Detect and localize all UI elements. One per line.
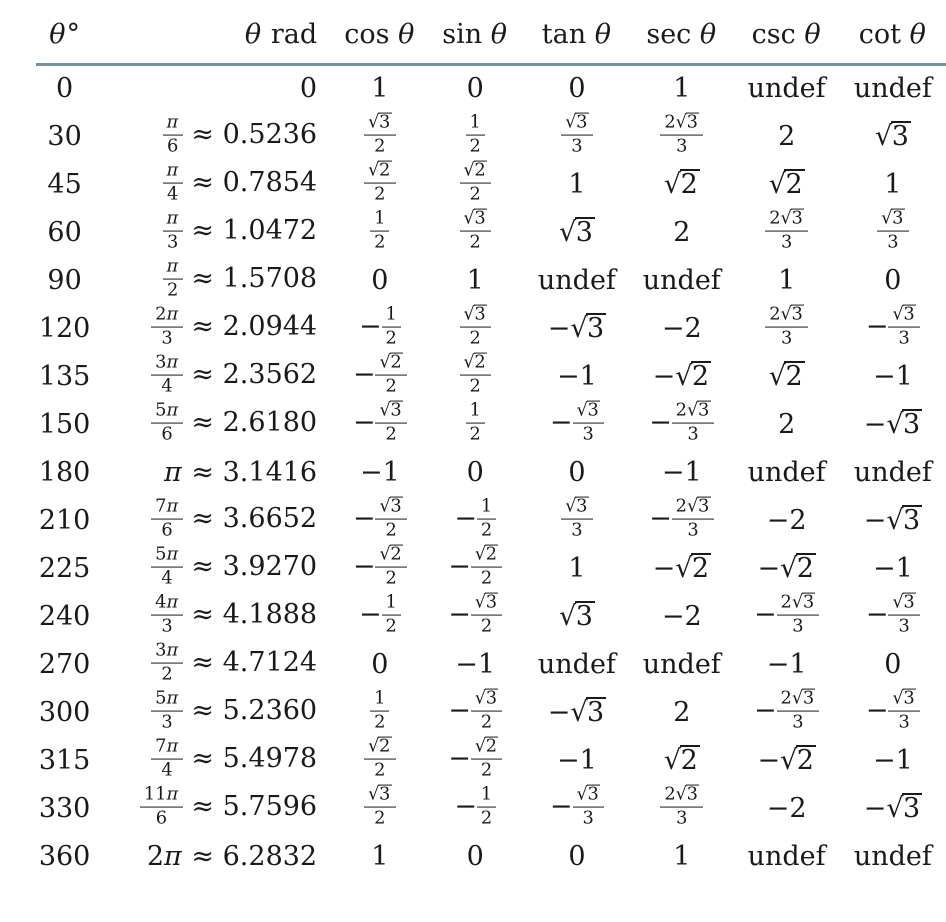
cell-rad (93, 160, 333, 208)
sqrt-radical: √3 (576, 399, 599, 421)
header-sec: sec θ (630, 12, 734, 64)
cell-csc: −√2 (757, 744, 814, 776)
cell-sin (427, 304, 524, 352)
cell-sec (630, 736, 734, 784)
sqrt-radical: √3 (780, 207, 803, 229)
cell-tan (524, 592, 630, 640)
fraction: $\frac{√3}{3}$ (888, 689, 919, 732)
fraction: $\frac{1}{2}$ (370, 689, 389, 732)
table-body (36, 64, 946, 880)
cell-cos: 1 (371, 73, 389, 105)
cell-deg: 90 (47, 264, 82, 296)
approx-value: ≈ 2.6180 (182, 407, 318, 439)
table-row (36, 304, 946, 352)
fraction: $\frac{\pi}{3}$ (163, 209, 183, 252)
table-row (36, 784, 946, 832)
approx-value: ≈ 5.2360 (182, 695, 318, 727)
fraction: $\frac{1}{2}$ (382, 593, 401, 636)
fraction: $\frac{2√3}{3}$ (765, 305, 808, 348)
cell-rad (93, 400, 333, 448)
cell-csc: −2 (766, 504, 807, 536)
cell-deg: 240 (38, 600, 91, 632)
fraction: $\frac{2√3}{3}$ (765, 209, 808, 252)
cell-sin: 0 (466, 73, 484, 105)
fraction: $\frac{√3}{2}$ (460, 209, 491, 252)
fraction: $\frac{√3}{3}$ (888, 593, 919, 636)
cell-csc: undef (747, 456, 826, 488)
cell-sin: − $\frac{√2}{2}$ (427, 736, 524, 784)
cell-cos: − $\frac{√2}{2}$ (333, 352, 426, 400)
cell-cos (333, 208, 426, 256)
fraction: $\frac{2√3}{3}$ (672, 497, 715, 540)
header-cot: cot θ (840, 12, 946, 64)
cell-sin (427, 112, 524, 160)
cell-sec (630, 160, 734, 208)
cell-csc: 2 (778, 408, 796, 440)
cell-cot: −√3 (863, 792, 921, 824)
sqrt-radical: √2 (368, 735, 391, 757)
sqrt-radical: √3 (463, 207, 486, 229)
cell-deg: 180 (38, 456, 91, 488)
fraction: $\frac{√3}{3}$ (888, 305, 919, 348)
cell-cot: − $\frac{√3}{3}$ (840, 304, 946, 352)
table-row (36, 352, 946, 400)
table-row (36, 544, 946, 592)
sqrt-radical: √2 (474, 543, 498, 565)
cell-rad: 0 (299, 73, 318, 105)
sqrt-radical: √2 (768, 360, 803, 392)
fraction: $\frac{2√3}{3}$ (777, 593, 820, 636)
sqrt-radical: √3 (368, 783, 391, 805)
fraction: $\frac{√2}{2}$ (375, 353, 406, 396)
cell-cot: 1 (884, 168, 902, 200)
cell-csc: − $\frac{2√3}{3}$ (734, 688, 840, 736)
fraction: $\frac{√2}{2}$ (471, 737, 502, 780)
sqrt-radical: √2 (474, 735, 498, 757)
cell-sin (427, 352, 524, 400)
fraction: $\frac{√2}{2}$ (375, 545, 406, 588)
cell-sec: 1 (673, 73, 691, 105)
fraction: $\frac{11\pi}{6}$ (140, 785, 183, 828)
fraction: $\frac{√3}{2}$ (375, 401, 406, 444)
cell-tan: 0 (568, 73, 586, 105)
table-row (36, 592, 946, 640)
cell-tan: − $\frac{√3}{3}$ (524, 400, 630, 448)
approx-value: ≈ 6.2832 (182, 840, 318, 872)
fraction: $\frac{√3}{2}$ (471, 689, 502, 732)
approx-value: ≈ 4.7124 (182, 647, 318, 679)
cell-cos (333, 112, 426, 160)
cell-cos: −1 (359, 456, 400, 488)
sqrt-radical: √3 (675, 783, 699, 805)
approx-value: ≈ 5.4978 (182, 743, 318, 775)
cell-sin (427, 400, 524, 448)
cell-tan: −√3 (547, 696, 605, 728)
fraction: $\frac{1}{2}$ (466, 401, 485, 444)
table-row (36, 448, 946, 496)
cell-cos: − $\frac{√2}{2}$ (333, 544, 426, 592)
cell-deg: 45 (47, 168, 82, 200)
cell-cot: − $\frac{√3}{3}$ (840, 688, 946, 736)
cell-cot: −1 (872, 552, 913, 584)
cell-cos: − $\frac{1}{2}$ (333, 304, 426, 352)
cell-tan (524, 496, 630, 544)
cell-sec (630, 112, 734, 160)
cell-cot: 0 (884, 648, 902, 680)
approx-value: ≈ 0.5236 (182, 119, 318, 151)
cell-sin (427, 160, 524, 208)
sqrt-radical: √3 (886, 408, 921, 440)
cell-sin: − $\frac{√3}{2}$ (427, 688, 524, 736)
cell-csc: −1 (766, 648, 807, 680)
approx-value: ≈ 2.3562 (182, 359, 318, 391)
sqrt-radical: √3 (565, 111, 588, 133)
cell-rad: π ≈ 3.1416 (164, 456, 318, 488)
fraction: $\frac{2√3}{3}$ (672, 401, 715, 444)
approx-value: ≈ 1.0472 (182, 215, 318, 247)
fraction: $\frac{√3}{3}$ (561, 113, 592, 156)
fraction: $\frac{√3}{2}$ (364, 113, 395, 156)
sqrt-radical: √3 (565, 495, 588, 517)
cell-rad (93, 256, 333, 304)
cell-cos: − $\frac{√3}{2}$ (333, 400, 426, 448)
cell-sec: undef (642, 648, 721, 680)
sqrt-radical: √3 (686, 495, 710, 517)
header-theta-degrees: θ° (36, 12, 93, 64)
cell-sec: − $\frac{2√3}{3}$ (630, 400, 734, 448)
table-row (36, 736, 946, 784)
cell-csc: − $\frac{2√3}{3}$ (734, 592, 840, 640)
fraction: $\frac{√3}{2}$ (364, 785, 395, 828)
cell-deg: 120 (38, 312, 91, 344)
cell-sin: 0 (466, 840, 484, 872)
fraction: $\frac{√3}{2}$ (460, 305, 491, 348)
cell-cot: −√3 (863, 504, 921, 536)
cell-tan: −1 (557, 360, 597, 392)
cell-sin: − $\frac{1}{2}$ (427, 784, 524, 832)
header-tan: tan θ (524, 12, 630, 64)
approx-value: ≈ 5.7596 (182, 791, 318, 823)
trig-table-page (0, 12, 946, 922)
table-row (36, 208, 946, 256)
sqrt-radical: √3 (780, 303, 803, 325)
cell-cot: −1 (872, 360, 913, 392)
approx-value: ≈ 3.9270 (182, 551, 318, 583)
fraction: $\frac{3\pi}{4}$ (151, 353, 183, 396)
cell-cos: 1 (371, 840, 389, 872)
sqrt-radical: √3 (686, 399, 710, 421)
sqrt-radical: √2 (379, 351, 402, 373)
approx-value: ≈ 1.5708 (182, 263, 318, 295)
cell-deg: 0 (56, 73, 74, 105)
fraction: $\frac{2\pi}{3}$ (151, 305, 183, 348)
sqrt-radical: √3 (875, 120, 909, 152)
fraction: $\frac{√3}{3}$ (877, 209, 908, 252)
table-row (36, 112, 946, 160)
table-header (36, 12, 946, 64)
header-cos: cos θ (333, 12, 426, 64)
cell-rad (93, 640, 333, 688)
table-row (36, 160, 946, 208)
cell-sin (427, 208, 524, 256)
cell-sin: − $\frac{1}{2}$ (427, 496, 524, 544)
cell-csc: undef (747, 73, 826, 105)
table-row (36, 400, 946, 448)
sqrt-radical: √2 (675, 360, 710, 392)
cell-sin: −1 (455, 648, 496, 680)
fraction: $\frac{2√3}{3}$ (660, 113, 703, 156)
approx-value: ≈ 3.6652 (182, 503, 318, 535)
cell-tan: undef (537, 264, 616, 296)
fraction: $\frac{7\pi}{4}$ (151, 737, 183, 780)
fraction: $\frac{2√3}{3}$ (777, 689, 820, 732)
trig-values-table (36, 12, 946, 880)
cell-csc: −√2 (757, 552, 814, 584)
header-theta-radians: θ rad (93, 12, 333, 64)
cell-cos (333, 160, 426, 208)
cell-cot: undef (853, 456, 932, 488)
cell-sec: −1 (661, 456, 702, 488)
cell-rad (93, 112, 333, 160)
sqrt-radical: √2 (768, 168, 803, 200)
sqrt-radical: √3 (570, 696, 605, 728)
header-csc: csc θ (734, 12, 840, 64)
sqrt-radical: √3 (570, 312, 605, 344)
cell-rad (93, 352, 333, 400)
fraction: $\frac{√3}{2}$ (375, 497, 406, 540)
fraction: $\frac{√2}{2}$ (471, 545, 502, 588)
sqrt-radical: √3 (368, 111, 391, 133)
cell-sec: undef (642, 264, 721, 296)
cell-cot: undef (853, 73, 932, 105)
fraction: $\frac{√2}{2}$ (364, 737, 395, 780)
cell-rad (93, 784, 333, 832)
fraction: $\frac{4\pi}{3}$ (151, 593, 183, 636)
approx-value: ≈ 0.7854 (182, 167, 318, 199)
sqrt-radical: √3 (576, 783, 599, 805)
cell-sec: −2 (661, 312, 702, 344)
cell-tan: −√3 (547, 312, 605, 344)
cell-sin: 1 (466, 264, 484, 296)
sqrt-radical: √2 (780, 744, 814, 776)
table-row (36, 256, 946, 304)
cell-deg: 300 (38, 696, 91, 728)
cell-sin: − $\frac{√3}{2}$ (427, 592, 524, 640)
cell-sec: −2 (661, 600, 702, 632)
cell-cos (333, 736, 426, 784)
sqrt-radical: √3 (886, 792, 921, 824)
sqrt-radical: √3 (559, 216, 593, 248)
cell-tan: 1 (568, 552, 586, 584)
cell-rad (93, 688, 333, 736)
sqrt-radical: √2 (663, 744, 698, 776)
cell-deg: 60 (47, 216, 82, 248)
cell-cot (840, 208, 946, 256)
cell-csc (734, 208, 840, 256)
sqrt-radical: √3 (886, 504, 921, 536)
cell-sec: −√2 (652, 360, 710, 392)
sqrt-radical: √3 (474, 591, 498, 613)
cell-cos: − $\frac{1}{2}$ (333, 592, 426, 640)
cell-deg: 330 (38, 792, 91, 824)
fraction: $\frac{\pi}{2}$ (163, 257, 183, 300)
fraction: $\frac{5\pi}{6}$ (151, 401, 183, 444)
cell-rad (93, 544, 333, 592)
cell-cos: 0 (371, 264, 389, 296)
sqrt-radical: √2 (463, 351, 486, 373)
sqrt-radical: √3 (463, 303, 486, 325)
fraction: $\frac{5\pi}{3}$ (151, 689, 183, 732)
cell-tan (524, 208, 630, 256)
fraction: $\frac{2√3}{3}$ (660, 785, 703, 828)
cell-csc: −2 (766, 792, 807, 824)
table-row (36, 496, 946, 544)
sqrt-radical: √2 (663, 168, 698, 200)
cell-sec: 1 (673, 840, 691, 872)
cell-deg: 360 (38, 840, 91, 872)
fraction: $\frac{\pi}{6}$ (163, 113, 183, 156)
cell-sin: − $\frac{√2}{2}$ (427, 544, 524, 592)
cell-tan: 0 (568, 840, 586, 872)
cell-cot: 0 (884, 264, 902, 296)
approx-value: ≈ 2.0944 (182, 311, 318, 343)
cell-rad (93, 736, 333, 784)
cell-deg: 150 (38, 408, 91, 440)
sqrt-radical: √3 (892, 687, 915, 709)
cell-sec: 2 (673, 216, 691, 248)
fraction: $\frac{1}{2}$ (477, 497, 496, 540)
cell-deg: 135 (38, 360, 91, 392)
sqrt-radical: √3 (791, 687, 815, 709)
cell-sec: −√2 (652, 552, 710, 584)
cell-sec: 2 (673, 696, 691, 728)
cell-tan: undef (537, 648, 616, 680)
cell-tan: − $\frac{√3}{3}$ (524, 784, 630, 832)
sqrt-radical: √2 (675, 552, 710, 584)
cell-deg: 270 (38, 648, 91, 680)
cell-rad: 2π ≈ 6.2832 (146, 840, 318, 872)
sqrt-radical: √2 (463, 159, 486, 181)
cell-csc: 2 (778, 120, 796, 152)
sqrt-radical: √3 (892, 303, 915, 325)
fraction: $\frac{√3}{3}$ (573, 401, 604, 444)
approx-value: ≈ 4.1888 (182, 599, 318, 631)
cell-cos (333, 784, 426, 832)
sqrt-radical: √3 (379, 399, 402, 421)
fraction: $\frac{1}{2}$ (382, 305, 401, 348)
fraction: $\frac{1}{2}$ (477, 785, 496, 828)
fraction: $\frac{√3}{2}$ (471, 593, 502, 636)
fraction: $\frac{7\pi}{6}$ (151, 497, 183, 540)
cell-rad (93, 208, 333, 256)
sqrt-radical: √3 (881, 207, 904, 229)
fraction: $\frac{√3}{3}$ (561, 497, 592, 540)
cell-tan: −1 (557, 744, 597, 776)
table-row (36, 832, 946, 880)
table-row (36, 64, 946, 112)
table-row (36, 688, 946, 736)
cell-csc: undef (747, 840, 826, 872)
header-row (36, 12, 946, 64)
sqrt-radical: √3 (892, 591, 915, 613)
cell-cot (840, 112, 946, 160)
approx-value: ≈ 3.1416 (182, 456, 318, 488)
cell-cos (333, 688, 426, 736)
sqrt-radical: √3 (559, 600, 593, 632)
sqrt-radical: √2 (780, 552, 814, 584)
cell-tan: 0 (568, 456, 586, 488)
fraction: $\frac{√3}{3}$ (573, 785, 604, 828)
cell-csc (734, 352, 840, 400)
cell-sec (630, 784, 734, 832)
sqrt-radical: √3 (379, 495, 402, 517)
cell-sin: 0 (466, 456, 484, 488)
table-row (36, 640, 946, 688)
cell-csc (734, 304, 840, 352)
sqrt-radical: √2 (379, 543, 402, 565)
cell-rad (93, 592, 333, 640)
fraction: $\frac{1}{2}$ (466, 113, 485, 156)
cell-deg: 315 (38, 744, 91, 776)
cell-csc (734, 160, 840, 208)
cell-cos: − $\frac{√3}{2}$ (333, 496, 426, 544)
fraction: $\frac{√2}{2}$ (460, 161, 491, 204)
cell-csc: 1 (778, 264, 796, 296)
fraction: $\frac{√2}{2}$ (364, 161, 395, 204)
cell-cot: −1 (872, 744, 913, 776)
cell-rad (93, 304, 333, 352)
sqrt-radical: √3 (675, 111, 699, 133)
cell-sec: − $\frac{2√3}{3}$ (630, 496, 734, 544)
fraction: $\frac{1}{2}$ (370, 209, 389, 252)
cell-tan (524, 112, 630, 160)
cell-cot: −√3 (863, 408, 921, 440)
cell-deg: 210 (38, 504, 91, 536)
header-sin: sin θ (427, 12, 524, 64)
cell-cot: − $\frac{√3}{3}$ (840, 592, 946, 640)
fraction: $\frac{√2}{2}$ (460, 353, 491, 396)
cell-tan: 1 (568, 168, 586, 200)
fraction: $\frac{\pi}{4}$ (163, 161, 183, 204)
sqrt-radical: √3 (474, 687, 498, 709)
cell-cos: 0 (371, 648, 389, 680)
fraction: $\frac{3\pi}{2}$ (151, 641, 183, 684)
cell-deg: 225 (38, 552, 91, 584)
sqrt-radical: √3 (791, 591, 815, 613)
sqrt-radical: √2 (368, 159, 391, 181)
fraction: $\frac{5\pi}{4}$ (151, 545, 183, 588)
cell-deg: 30 (47, 120, 82, 152)
cell-rad (93, 496, 333, 544)
cell-cot: undef (853, 840, 932, 872)
